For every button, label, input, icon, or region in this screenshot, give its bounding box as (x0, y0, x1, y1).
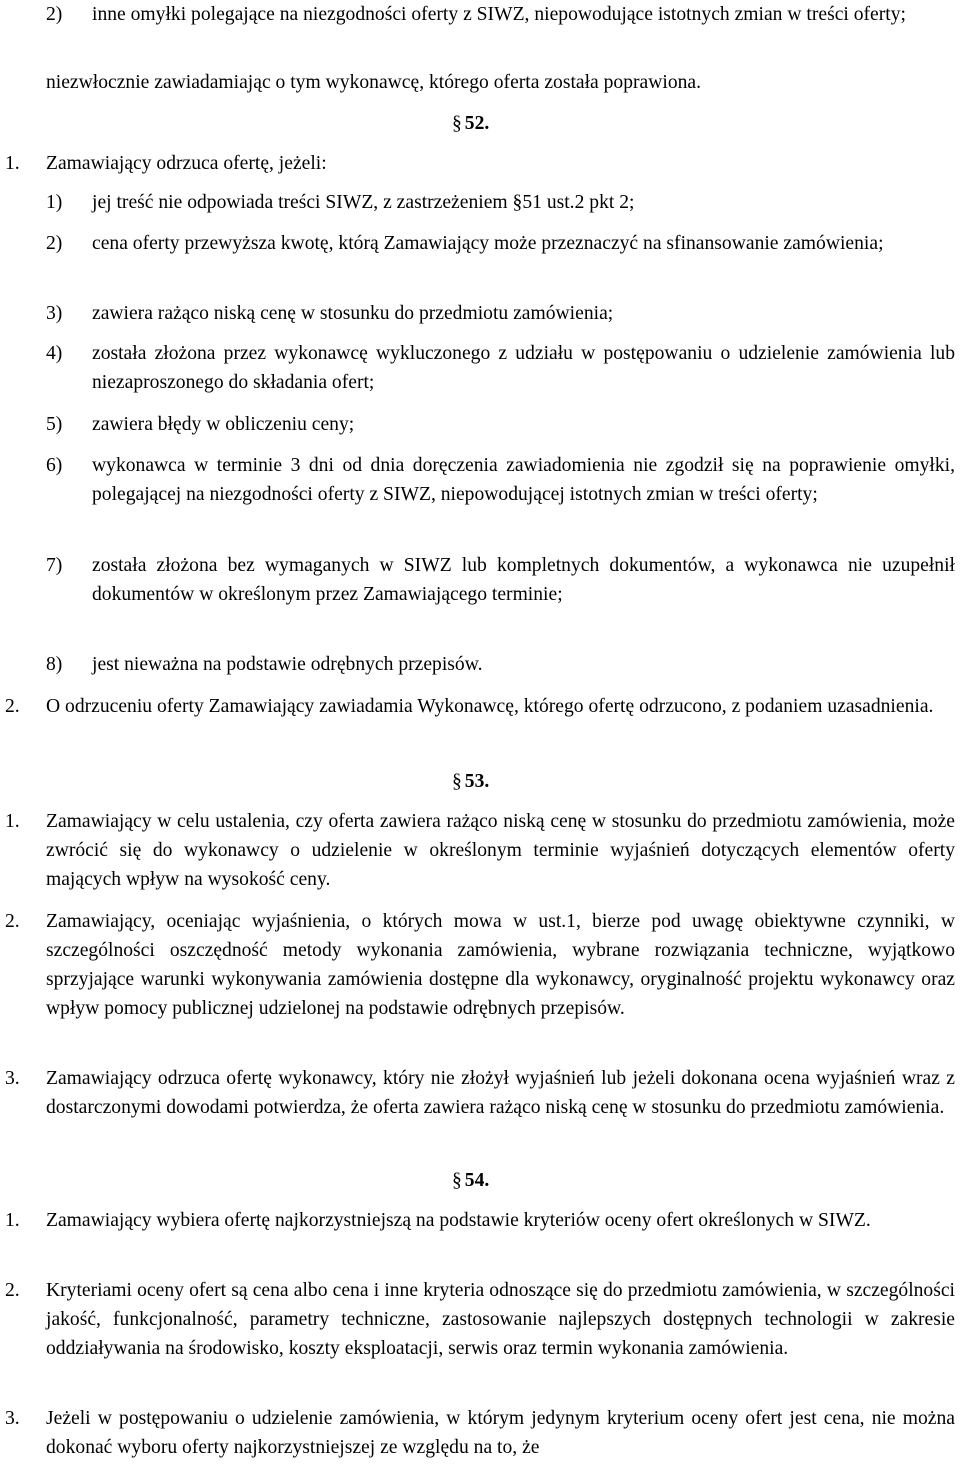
item-text: została złożona przez wykonawcę wykluczonego z udziału w postępowaniu o udzielenie zamówienia lub niezaproszonego do składania ofert; (92, 343, 955, 393)
numbered-paragraph (0, 692, 960, 721)
section-heading (0, 1166, 489, 1195)
item-number: 4) (46, 343, 63, 364)
item-number: 3. (5, 1408, 20, 1429)
item-number: 2) (46, 233, 63, 254)
item-number: 2. (5, 911, 20, 932)
item-number: 3) (46, 303, 63, 324)
list-item (0, 339, 960, 397)
list-item (0, 650, 960, 679)
list-item (0, 451, 960, 509)
item-text: wykonawca w terminie 3 dni od dnia doręczenia zawiadomienia nie zgodził się na poprawienie omyłki, polegającej na niezgodności oferty z SIWZ, niepowodującej istotnych zmian w treści oferty; (92, 455, 955, 505)
item-number: 2. (5, 1280, 20, 1301)
item-text: Jeżeli w postępowaniu o udzielenie zamówienia, w którym jedynym kryterium oceny ofert jest cena, nie można dokonać wyboru oferty najkorzystniejszej ze względu na to, że (46, 1408, 955, 1458)
numbered-paragraph (0, 1206, 960, 1235)
numbered-paragraph (0, 1276, 960, 1363)
item-number: 6) (46, 455, 63, 476)
item-number: 1. (5, 1210, 20, 1231)
item-number: 7) (46, 555, 63, 576)
item-text: zawiera rażąco niską cenę w stosunku do przedmiotu zamówienia; (92, 303, 614, 324)
paragraph (0, 68, 960, 97)
section-sign: § (452, 771, 462, 792)
item-number: 5) (46, 414, 63, 435)
item-text: jej treść nie odpowiada treści SIWZ, z zastrzeżeniem §51 ust.2 pkt 2; (92, 192, 635, 213)
list-item (0, 299, 960, 328)
numbered-paragraph (0, 1064, 960, 1122)
section-number: 54. (464, 1170, 490, 1191)
item-text: zawiera błędy w obliczeniu ceny; (92, 414, 355, 435)
numbered-paragraph (0, 807, 960, 894)
section-number: 53. (464, 771, 490, 792)
item-number: 1. (5, 153, 20, 174)
item-text: Kryteriami oceny ofert są cena albo cena i inne kryteria odnoszące się do przedmiotu zamówienia, w szczególności jakość, funkcjonalność, parametry techniczne, zastosowanie najlepszych dostępnych technologii w zakresie oddziaływania na środowisko, koszty eksploatacji, serwis oraz termin wykonania zamówienia. (46, 1280, 955, 1359)
list-item (0, 410, 960, 439)
section-heading (0, 109, 489, 138)
item-number: 1. (5, 811, 20, 832)
item-text: Zamawiający w celu ustalenia, czy oferta zawiera rażąco niską cenę w stosunku do przedmiotu zamówienia, może zwrócić się do wykonawcy o udzielenie w określonym terminie wyjaśnień dotyczących elementów oferty mających wpływ na wysokość ceny. (46, 811, 955, 890)
item-number: 3. (5, 1068, 20, 1089)
item-text: jest nieważna na podstawie odrębnych przepisów. (92, 654, 483, 675)
section-heading (0, 767, 489, 796)
item-text: Zamawiający wybiera ofertę najkorzystniejszą na podstawie kryteriów oceny ofert określonych w SIWZ. (46, 1210, 871, 1231)
item-text: O odrzuceniu oferty Zamawiający zawiadamia Wykonawcę, którego ofertę odrzucono, z podaniem uzasadnienia. (46, 696, 934, 717)
item-number: 8) (46, 654, 63, 675)
numbered-paragraph (0, 907, 960, 1023)
item-text: Zamawiający, oceniając wyjaśnienia, o których mowa w ust.1, bierze pod uwagę obiektywne czynniki, w szczególności oszczędność metody wykonania zamówienia, wybrane rozwiązania techniczne, wyjątkowo sprzyjające warunki wykonywania zamówienia dostępne dla wykonawcy, oryginalność projektu wykonawcy oraz wpływ pomocy publicznej udzielonej na podstawie odrębnych przepisów. (46, 911, 955, 1019)
item-number: 2) (46, 4, 63, 25)
list-item (0, 229, 960, 258)
list-item (0, 188, 960, 217)
section-sign: § (452, 1170, 462, 1191)
numbered-paragraph (0, 1404, 960, 1462)
section-number: 52. (464, 113, 490, 134)
section-sign: § (452, 113, 462, 134)
item-text: Zamawiający odrzuca ofertę wykonawcy, który nie złożył wyjaśnień lub jeżeli dokonana ocena wyjaśnień wraz z dostarczonymi dowodami potwierdza, że oferta zawiera rażąco niską cenę w stosunku do przedmiotu zamówienia. (46, 1068, 955, 1118)
item-number: 2. (5, 696, 20, 717)
list-item (0, 0, 960, 29)
item-number: 1) (46, 192, 63, 213)
list-item (0, 551, 960, 609)
item-text: została złożona bez wymaganych w SIWZ lub kompletnych dokumentów, a wykonawca nie uzupełnił dokumentów w określonym przez Zamawiającego terminie; (92, 555, 955, 605)
item-text: Zamawiający odrzuca ofertę, jeżeli: (46, 153, 327, 174)
item-text: inne omyłki polegające na niezgodności oferty z SIWZ, niepowodujące istotnych zmian w treści oferty; (92, 4, 906, 25)
numbered-paragraph (0, 149, 960, 178)
item-text: niezwłocznie zawiadamiając o tym wykonawcę, którego oferta została poprawiona. (46, 72, 702, 93)
item-text: cena oferty przewyższa kwotę, którą Zamawiający może przeznaczyć na sfinansowanie zamówienia; (92, 233, 884, 254)
